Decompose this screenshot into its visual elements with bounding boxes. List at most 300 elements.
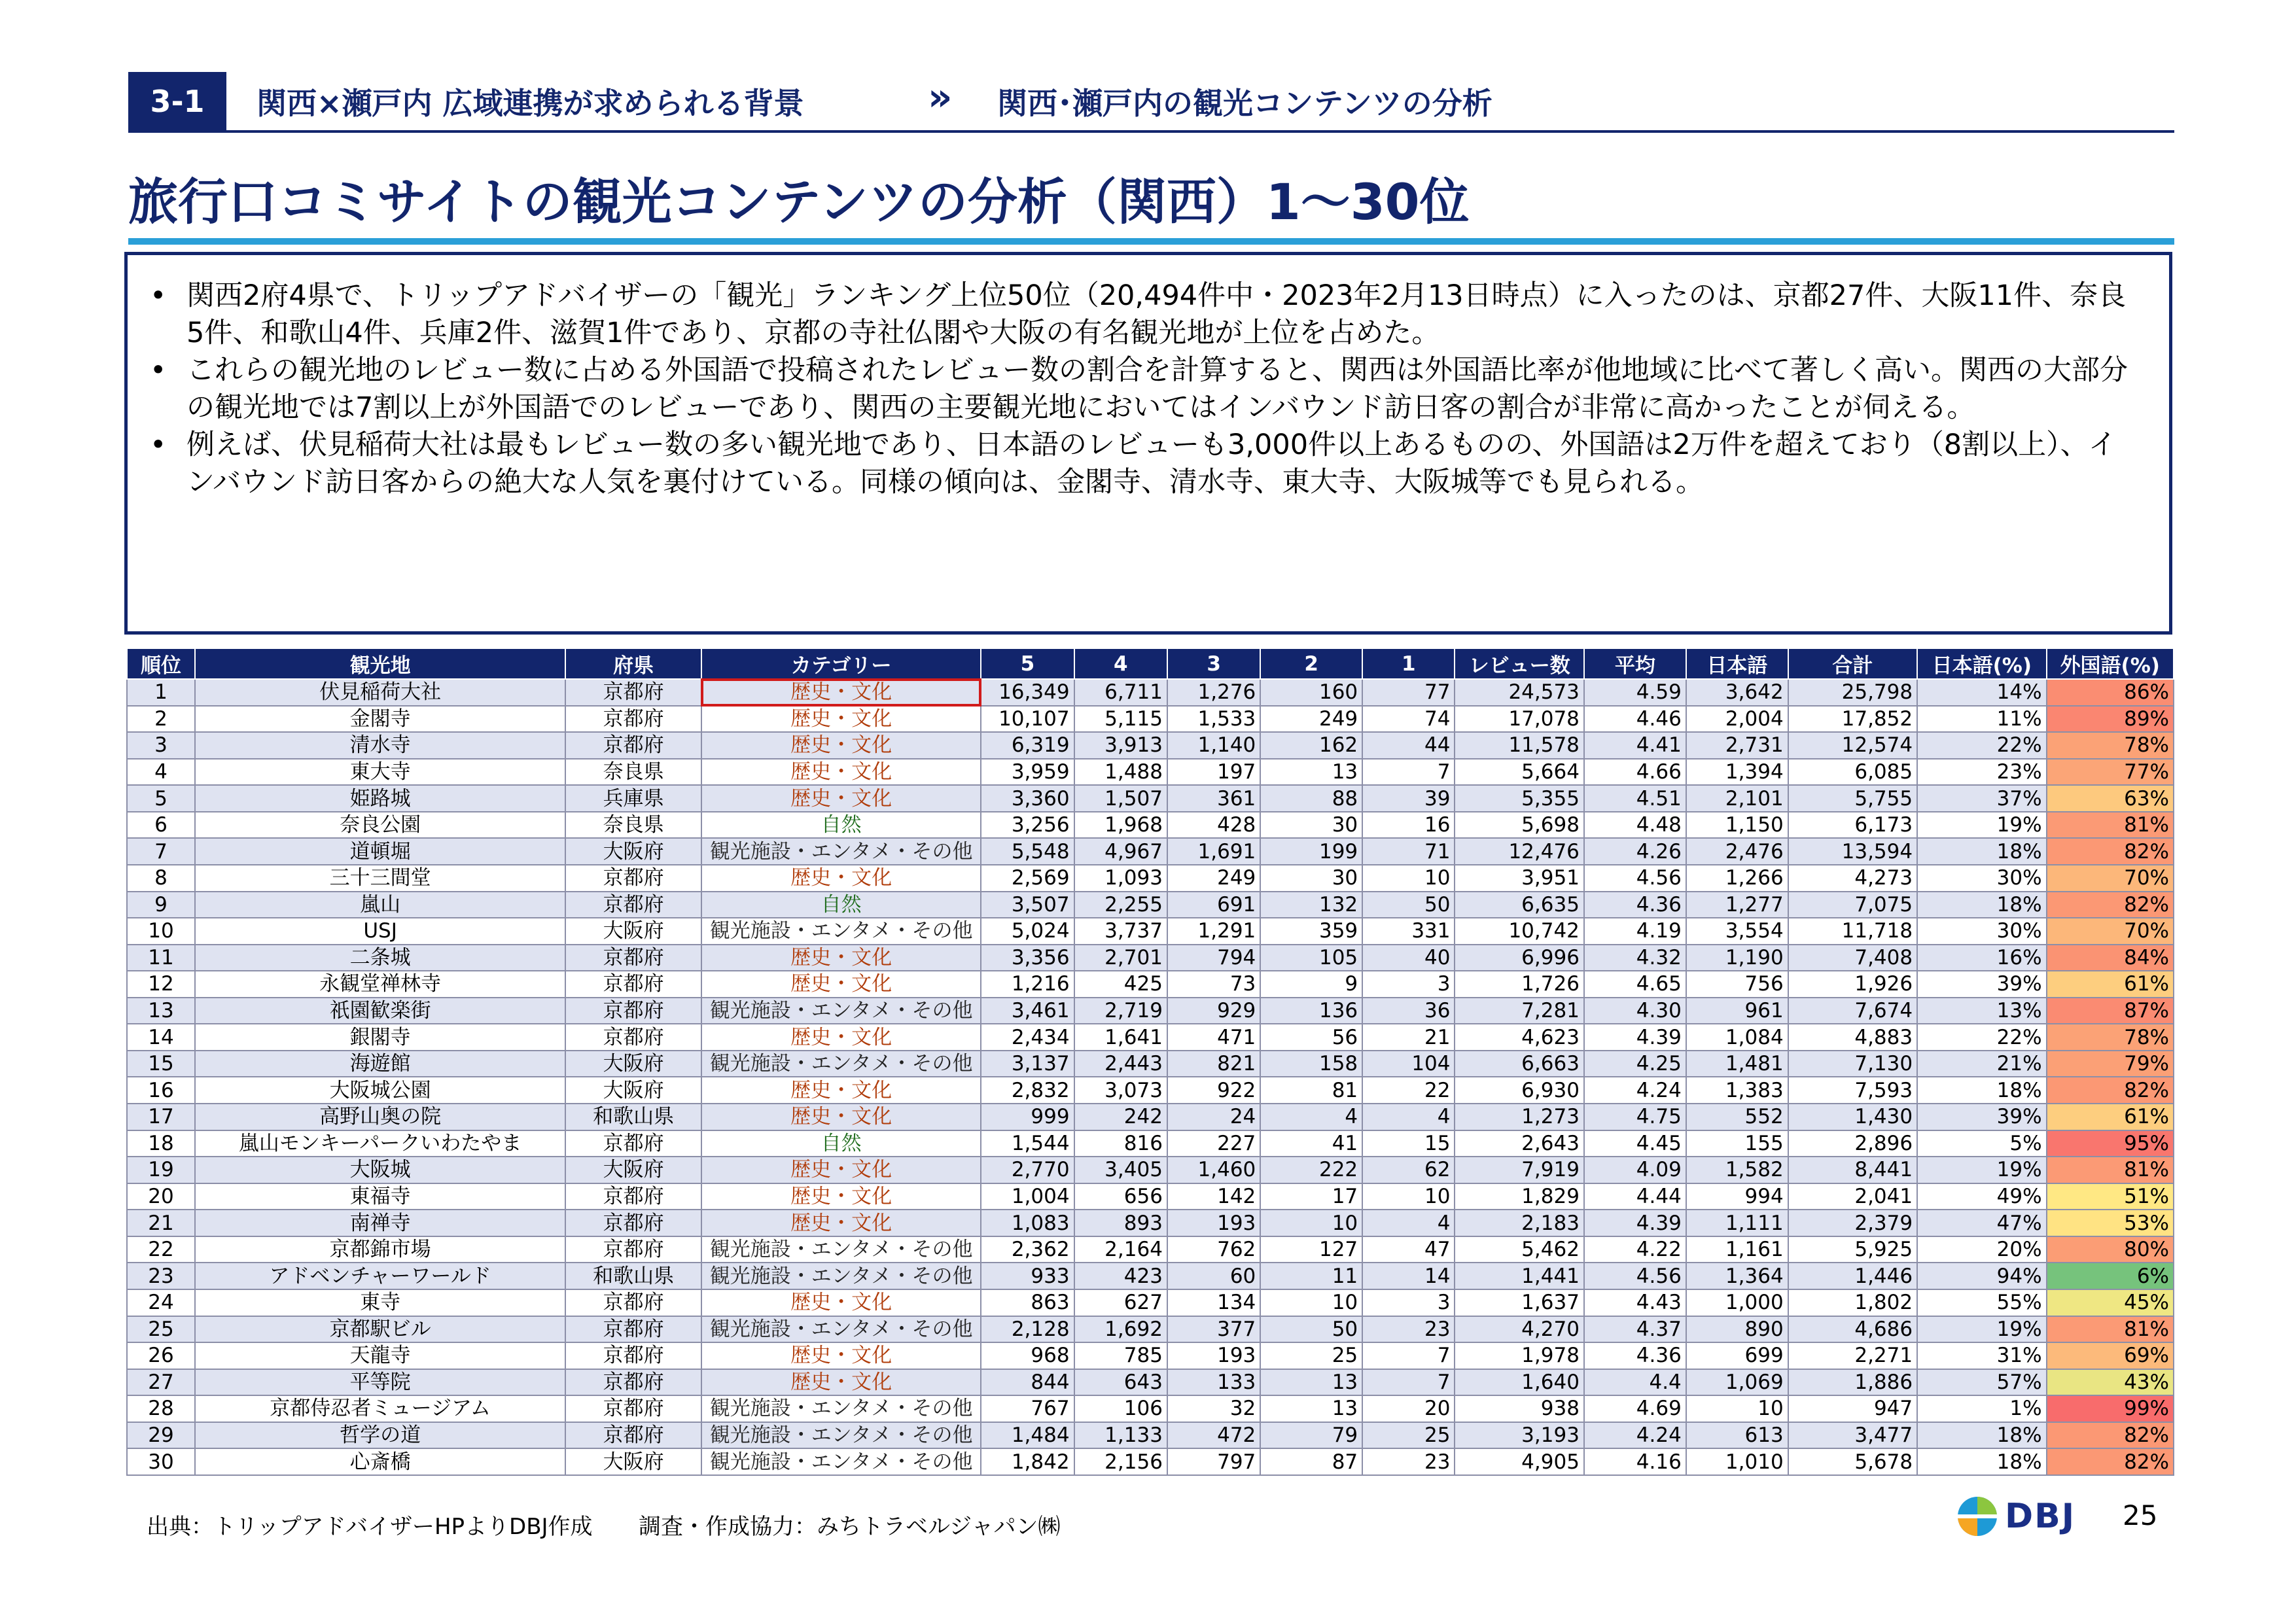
table-row [127, 785, 2174, 812]
rating1-cell: 77 [1362, 679, 1455, 706]
rank-cell: 26 [127, 1342, 195, 1369]
review-count-cell: 4,905 [1455, 1448, 1583, 1475]
foreign-pct-cell: 70% [2047, 918, 2174, 945]
rating5-cell: 3,256 [981, 812, 1074, 839]
column-header: 平均 [1584, 648, 1686, 679]
prefecture-cell: 大阪府 [565, 1077, 701, 1104]
rating3-cell: 377 [1167, 1316, 1260, 1343]
rating4-cell: 3,073 [1074, 1077, 1167, 1104]
rank-cell: 11 [127, 945, 195, 971]
japanese-pct-cell: 31% [1917, 1342, 2046, 1369]
category-cell: 観光施設・エンタメ・その他 [701, 1263, 981, 1289]
column-header: 府県 [565, 648, 701, 679]
rating2-cell: 249 [1260, 706, 1362, 733]
review-count-cell: 6,930 [1455, 1077, 1583, 1104]
review-count-cell: 6,635 [1455, 892, 1583, 918]
rank-cell: 7 [127, 838, 195, 865]
rank-cell: 25 [127, 1316, 195, 1343]
rank-cell: 22 [127, 1236, 195, 1263]
rating1-cell: 62 [1362, 1157, 1455, 1183]
prefecture-cell: 大阪府 [565, 1051, 701, 1077]
spot-name-cell: 南禅寺 [195, 1210, 565, 1236]
column-header: 日本語(%) [1917, 648, 2046, 679]
foreign-pct-cell: 6% [2047, 1263, 2174, 1289]
rank-cell: 4 [127, 759, 195, 786]
japanese-pct-cell: 18% [1917, 1448, 2046, 1475]
foreign-pct-cell: 80% [2047, 1236, 2174, 1263]
japanese-count-cell: 1,161 [1686, 1236, 1788, 1263]
rating1-cell: 3 [1362, 1289, 1455, 1316]
japanese-count-cell: 756 [1686, 971, 1788, 998]
review-count-cell: 7,919 [1455, 1157, 1583, 1183]
rating5-cell: 863 [981, 1289, 1074, 1316]
prefecture-cell: 京都府 [565, 1342, 701, 1369]
rating1-cell: 7 [1362, 1342, 1455, 1369]
rating1-cell: 23 [1362, 1448, 1455, 1475]
japanese-count-cell: 1,084 [1686, 1024, 1788, 1051]
average-cell: 4.19 [1584, 918, 1686, 945]
prefecture-cell: 京都府 [565, 945, 701, 971]
category-cell: 歴史・文化 [701, 1104, 981, 1130]
japanese-count-cell: 1,000 [1686, 1289, 1788, 1316]
rating4-cell: 2,443 [1074, 1051, 1167, 1077]
total-cell: 7,408 [1788, 945, 1917, 971]
prefecture-cell: 奈良県 [565, 812, 701, 839]
rating3-cell: 142 [1167, 1183, 1260, 1210]
rating5-cell: 5,024 [981, 918, 1074, 945]
rating3-cell: 73 [1167, 971, 1260, 998]
prefecture-cell: 京都府 [565, 971, 701, 998]
average-cell: 4.30 [1584, 998, 1686, 1024]
chevron-double-right-icon: » [928, 75, 944, 119]
spot-name-cell: 海遊館 [195, 1051, 565, 1077]
total-cell: 4,273 [1788, 865, 1917, 892]
rating4-cell: 425 [1074, 971, 1167, 998]
rank-cell: 10 [127, 918, 195, 945]
rating2-cell: 50 [1260, 1316, 1362, 1343]
review-count-cell: 11,578 [1455, 732, 1583, 759]
total-cell: 6,173 [1788, 812, 1917, 839]
column-header: 4 [1074, 648, 1167, 679]
average-cell: 4.48 [1584, 812, 1686, 839]
column-header: 2 [1260, 648, 1362, 679]
review-count-cell: 1,726 [1455, 971, 1583, 998]
rating5-cell: 2,362 [981, 1236, 1074, 1263]
japanese-count-cell: 961 [1686, 998, 1788, 1024]
spot-name-cell: 永観堂禅林寺 [195, 971, 565, 998]
category-cell: 歴史・文化 [701, 865, 981, 892]
rating3-cell: 133 [1167, 1369, 1260, 1396]
column-header: 順位 [127, 648, 195, 679]
category-cell: 観光施設・エンタメ・その他 [701, 838, 981, 865]
japanese-pct-cell: 14% [1917, 679, 2046, 706]
rank-cell: 6 [127, 812, 195, 839]
table-header-row [127, 648, 2174, 679]
column-header: 5 [981, 648, 1074, 679]
rating4-cell: 3,737 [1074, 918, 1167, 945]
table-row [127, 971, 2174, 998]
japanese-pct-cell: 18% [1917, 892, 2046, 918]
total-cell: 4,686 [1788, 1316, 1917, 1343]
average-cell: 4.36 [1584, 1342, 1686, 1369]
spot-name-cell: 高野山奥の院 [195, 1104, 565, 1130]
average-cell: 4.46 [1584, 706, 1686, 733]
category-cell: 観光施設・エンタメ・その他 [701, 998, 981, 1024]
japanese-count-cell: 1,364 [1686, 1263, 1788, 1289]
table-row [127, 1369, 2174, 1396]
page-title: 旅行口コミサイトの観光コンテンツの分析（関西）1～30位 [128, 173, 1470, 231]
foreign-pct-cell: 81% [2047, 1157, 2174, 1183]
rating3-cell: 1,291 [1167, 918, 1260, 945]
rating5-cell: 3,959 [981, 759, 1074, 786]
prefecture-cell: 京都府 [565, 1236, 701, 1263]
prefecture-cell: 京都府 [565, 1183, 701, 1210]
table-row [127, 892, 2174, 918]
table-row [127, 1422, 2174, 1449]
japanese-pct-cell: 20% [1917, 1236, 2046, 1263]
total-cell: 2,041 [1788, 1183, 1917, 1210]
rank-cell: 3 [127, 732, 195, 759]
category-cell: 自然 [701, 812, 981, 839]
review-count-cell: 1,441 [1455, 1263, 1583, 1289]
rating5-cell: 844 [981, 1369, 1074, 1396]
foreign-pct-cell: 95% [2047, 1130, 2174, 1157]
total-cell: 947 [1788, 1395, 1917, 1422]
average-cell: 4.24 [1584, 1077, 1686, 1104]
table-row [127, 998, 2174, 1024]
total-cell: 1,886 [1788, 1369, 1917, 1396]
table-row [127, 1183, 2174, 1210]
rating3-cell: 1,691 [1167, 838, 1260, 865]
prefecture-cell: 京都府 [565, 1289, 701, 1316]
table-row [127, 1263, 2174, 1289]
rating4-cell: 893 [1074, 1210, 1167, 1236]
spot-name-cell: 祇園歓楽街 [195, 998, 565, 1024]
review-count-cell: 17,078 [1455, 706, 1583, 733]
rating4-cell: 1,968 [1074, 812, 1167, 839]
rating3-cell: 197 [1167, 759, 1260, 786]
average-cell: 4.26 [1584, 838, 1686, 865]
total-cell: 7,593 [1788, 1077, 1917, 1104]
foreign-pct-cell: 69% [2047, 1342, 2174, 1369]
foreign-pct-cell: 43% [2047, 1369, 2174, 1396]
average-cell: 4.43 [1584, 1289, 1686, 1316]
rating4-cell: 627 [1074, 1289, 1167, 1316]
rating4-cell: 6,711 [1074, 679, 1167, 706]
average-cell: 4.24 [1584, 1422, 1686, 1449]
prefecture-cell: 大阪府 [565, 1157, 701, 1183]
japanese-pct-cell: 39% [1917, 1104, 2046, 1130]
rating4-cell: 3,913 [1074, 732, 1167, 759]
total-cell: 3,477 [1788, 1422, 1917, 1449]
spot-name-cell: アドベンチャーワールド [195, 1263, 565, 1289]
column-header: 合計 [1788, 648, 1917, 679]
rating2-cell: 11 [1260, 1263, 1362, 1289]
rating3-cell: 32 [1167, 1395, 1260, 1422]
spot-name-cell: 二条城 [195, 945, 565, 971]
foreign-pct-cell: 53% [2047, 1210, 2174, 1236]
breadcrumb-parent: 関西×瀬戸内 広域連携が求められる背景 [256, 86, 804, 121]
foreign-pct-cell: 99% [2047, 1395, 2174, 1422]
rating3-cell: 193 [1167, 1210, 1260, 1236]
dbj-logo-icon [1956, 1495, 1998, 1537]
review-count-cell: 5,698 [1455, 812, 1583, 839]
column-header: レビュー数 [1455, 648, 1583, 679]
rating3-cell: 1,460 [1167, 1157, 1260, 1183]
rating4-cell: 1,692 [1074, 1316, 1167, 1343]
rank-cell: 18 [127, 1130, 195, 1157]
total-cell: 25,798 [1788, 679, 1917, 706]
rating4-cell: 816 [1074, 1130, 1167, 1157]
table-row [127, 1104, 2174, 1130]
rating3-cell: 1,533 [1167, 706, 1260, 733]
foreign-pct-cell: 61% [2047, 1104, 2174, 1130]
rating2-cell: 105 [1260, 945, 1362, 971]
prefecture-cell: 京都府 [565, 1422, 701, 1449]
average-cell: 4.09 [1584, 1157, 1686, 1183]
rating2-cell: 30 [1260, 865, 1362, 892]
spot-name-cell: 道頓堀 [195, 838, 565, 865]
category-cell: 歴史・文化 [701, 679, 981, 706]
spot-name-cell: 平等院 [195, 1369, 565, 1396]
dbj-logo [1956, 1495, 2075, 1537]
rating3-cell: 471 [1167, 1024, 1260, 1051]
japanese-pct-cell: 19% [1917, 812, 2046, 839]
rating1-cell: 21 [1362, 1024, 1455, 1051]
rating1-cell: 7 [1362, 1369, 1455, 1396]
rating5-cell: 1,484 [981, 1422, 1074, 1449]
source-note: 出典：トリップアドバイザーHPよりDBJ作成 [147, 1514, 593, 1540]
foreign-pct-cell: 61% [2047, 971, 2174, 998]
foreign-pct-cell: 82% [2047, 892, 2174, 918]
japanese-pct-cell: 49% [1917, 1183, 2046, 1210]
category-cell: 自然 [701, 1130, 981, 1157]
rating3-cell: 1,140 [1167, 732, 1260, 759]
column-header: 1 [1362, 648, 1455, 679]
review-count-cell: 2,643 [1455, 1130, 1583, 1157]
average-cell: 4.66 [1584, 759, 1686, 786]
total-cell: 17,852 [1788, 706, 1917, 733]
japanese-pct-cell: 16% [1917, 945, 2046, 971]
rating3-cell: 797 [1167, 1448, 1260, 1475]
review-count-cell: 5,664 [1455, 759, 1583, 786]
table-row [127, 1236, 2174, 1263]
japanese-count-cell: 1,010 [1686, 1448, 1788, 1475]
prefecture-cell: 京都府 [565, 998, 701, 1024]
foreign-pct-cell: 70% [2047, 865, 2174, 892]
rating4-cell: 2,156 [1074, 1448, 1167, 1475]
total-cell: 1,430 [1788, 1104, 1917, 1130]
rating4-cell: 106 [1074, 1395, 1167, 1422]
rating2-cell: 87 [1260, 1448, 1362, 1475]
column-header: 観光地 [195, 648, 565, 679]
rating2-cell: 10 [1260, 1210, 1362, 1236]
rating4-cell: 5,115 [1074, 706, 1167, 733]
category-cell: 自然 [701, 892, 981, 918]
japanese-pct-cell: 18% [1917, 1077, 2046, 1104]
rating4-cell: 2,701 [1074, 945, 1167, 971]
rating4-cell: 1,133 [1074, 1422, 1167, 1449]
foreign-pct-cell: 78% [2047, 732, 2174, 759]
column-header: 外国語(%) [2047, 648, 2174, 679]
spot-name-cell: 大阪城 [195, 1157, 565, 1183]
category-cell: 歴史・文化 [701, 971, 981, 998]
total-cell: 5,755 [1788, 785, 1917, 812]
category-cell: 観光施設・エンタメ・その他 [701, 1422, 981, 1449]
column-header: カテゴリー [701, 648, 981, 679]
rating3-cell: 249 [1167, 865, 1260, 892]
average-cell: 4.39 [1584, 1024, 1686, 1051]
average-cell: 4.4 [1584, 1369, 1686, 1396]
rating1-cell: 44 [1362, 732, 1455, 759]
rating2-cell: 132 [1260, 892, 1362, 918]
rating4-cell: 423 [1074, 1263, 1167, 1289]
rating1-cell: 47 [1362, 1236, 1455, 1263]
rating5-cell: 3,137 [981, 1051, 1074, 1077]
rating4-cell: 1,507 [1074, 785, 1167, 812]
average-cell: 4.44 [1584, 1183, 1686, 1210]
japanese-pct-cell: 18% [1917, 838, 2046, 865]
rating1-cell: 23 [1362, 1316, 1455, 1343]
rating1-cell: 74 [1362, 706, 1455, 733]
rating1-cell: 39 [1362, 785, 1455, 812]
total-cell: 7,075 [1788, 892, 1917, 918]
japanese-count-cell: 552 [1686, 1104, 1788, 1130]
total-cell: 7,674 [1788, 998, 1917, 1024]
rating1-cell: 331 [1362, 918, 1455, 945]
rating1-cell: 4 [1362, 1104, 1455, 1130]
rating5-cell: 3,360 [981, 785, 1074, 812]
rating1-cell: 16 [1362, 812, 1455, 839]
rating1-cell: 10 [1362, 865, 1455, 892]
rating5-cell: 2,770 [981, 1157, 1074, 1183]
summary-bullet: • 例えば、伏見稲荷大社は最もレビュー数の多い観光地であり、日本語のレビューも3,000件以上あるものの、外国語は2万件を超えており（8割以上）、インバウンド訪日客からの絶大な人気を裏付けている。同様の傾向は、金閣寺、清水寺、東大寺、大阪城等でも見られる。 [150, 427, 2143, 501]
prefecture-cell: 大阪府 [565, 838, 701, 865]
table-row [127, 1395, 2174, 1422]
table-row [127, 706, 2174, 733]
rating2-cell: 160 [1260, 679, 1362, 706]
average-cell: 4.56 [1584, 865, 1686, 892]
table-row [127, 1448, 2174, 1475]
total-cell: 1,802 [1788, 1289, 1917, 1316]
rating5-cell: 3,356 [981, 945, 1074, 971]
prefecture-cell: 京都府 [565, 865, 701, 892]
review-count-cell: 7,281 [1455, 998, 1583, 1024]
japanese-count-cell: 3,554 [1686, 918, 1788, 945]
foreign-pct-cell: 82% [2047, 1077, 2174, 1104]
rating3-cell: 227 [1167, 1130, 1260, 1157]
foreign-pct-cell: 45% [2047, 1289, 2174, 1316]
table-row [127, 1289, 2174, 1316]
spot-name-cell: 東大寺 [195, 759, 565, 786]
review-count-cell: 10,742 [1455, 918, 1583, 945]
spot-name-cell: 東寺 [195, 1289, 565, 1316]
table-row [127, 1316, 2174, 1343]
prefecture-cell: 京都府 [565, 892, 701, 918]
spot-name-cell: 三十三間堂 [195, 865, 565, 892]
spot-name-cell: 大阪城公園 [195, 1077, 565, 1104]
prefecture-cell: 奈良県 [565, 759, 701, 786]
rating2-cell: 17 [1260, 1183, 1362, 1210]
rating2-cell: 199 [1260, 838, 1362, 865]
prefecture-cell: 京都府 [565, 1130, 701, 1157]
rating2-cell: 13 [1260, 759, 1362, 786]
summary-list [150, 277, 2143, 501]
review-count-cell: 24,573 [1455, 679, 1583, 706]
japanese-pct-cell: 55% [1917, 1289, 2046, 1316]
total-cell: 8,441 [1788, 1157, 1917, 1183]
rating2-cell: 30 [1260, 812, 1362, 839]
rating2-cell: 4 [1260, 1104, 1362, 1130]
rank-cell: 13 [127, 998, 195, 1024]
rating1-cell: 25 [1362, 1422, 1455, 1449]
category-cell: 歴史・文化 [701, 706, 981, 733]
japanese-count-cell: 1,481 [1686, 1051, 1788, 1077]
average-cell: 4.59 [1584, 679, 1686, 706]
foreign-pct-cell: 81% [2047, 1316, 2174, 1343]
review-count-cell: 1,640 [1455, 1369, 1583, 1396]
foreign-pct-cell: 81% [2047, 812, 2174, 839]
japanese-count-cell: 2,101 [1686, 785, 1788, 812]
average-cell: 4.41 [1584, 732, 1686, 759]
rating2-cell: 56 [1260, 1024, 1362, 1051]
rating5-cell: 1,216 [981, 971, 1074, 998]
average-cell: 4.75 [1584, 1104, 1686, 1130]
japanese-pct-cell: 21% [1917, 1051, 2046, 1077]
table-row [127, 1210, 2174, 1236]
bullet-icon: • [150, 279, 167, 312]
japanese-pct-cell: 23% [1917, 759, 2046, 786]
rank-cell: 27 [127, 1369, 195, 1396]
spot-name-cell: 京都錦市場 [195, 1236, 565, 1263]
prefecture-cell: 兵庫県 [565, 785, 701, 812]
rating4-cell: 2,164 [1074, 1236, 1167, 1263]
rating2-cell: 158 [1260, 1051, 1362, 1077]
foreign-pct-cell: 84% [2047, 945, 2174, 971]
average-cell: 4.65 [1584, 971, 1686, 998]
header-rule [128, 130, 2174, 133]
rating2-cell: 162 [1260, 732, 1362, 759]
rating3-cell: 1,276 [1167, 679, 1260, 706]
rating3-cell: 794 [1167, 945, 1260, 971]
category-cell: 歴史・文化 [701, 1210, 981, 1236]
rating3-cell: 929 [1167, 998, 1260, 1024]
rank-cell: 12 [127, 971, 195, 998]
rating4-cell: 656 [1074, 1183, 1167, 1210]
japanese-pct-cell: 47% [1917, 1210, 2046, 1236]
rank-cell: 21 [127, 1210, 195, 1236]
bullet-icon: • [150, 354, 167, 387]
rating5-cell: 2,569 [981, 865, 1074, 892]
rating3-cell: 472 [1167, 1422, 1260, 1449]
review-count-cell: 4,270 [1455, 1316, 1583, 1343]
japanese-pct-cell: 5% [1917, 1130, 2046, 1157]
prefecture-cell: 京都府 [565, 1316, 701, 1343]
category-cell: 観光施設・エンタメ・その他 [701, 1236, 981, 1263]
table-row [127, 732, 2174, 759]
rank-cell: 16 [127, 1077, 195, 1104]
rating2-cell: 13 [1260, 1395, 1362, 1422]
review-count-cell: 12,476 [1455, 838, 1583, 865]
japanese-count-cell: 1,111 [1686, 1210, 1788, 1236]
average-cell: 4.37 [1584, 1316, 1686, 1343]
spot-name-cell: 哲学の道 [195, 1422, 565, 1449]
japanese-pct-cell: 18% [1917, 1422, 2046, 1449]
total-cell: 1,446 [1788, 1263, 1917, 1289]
japanese-count-cell: 1,277 [1686, 892, 1788, 918]
foreign-pct-cell: 86% [2047, 679, 2174, 706]
rating2-cell: 359 [1260, 918, 1362, 945]
